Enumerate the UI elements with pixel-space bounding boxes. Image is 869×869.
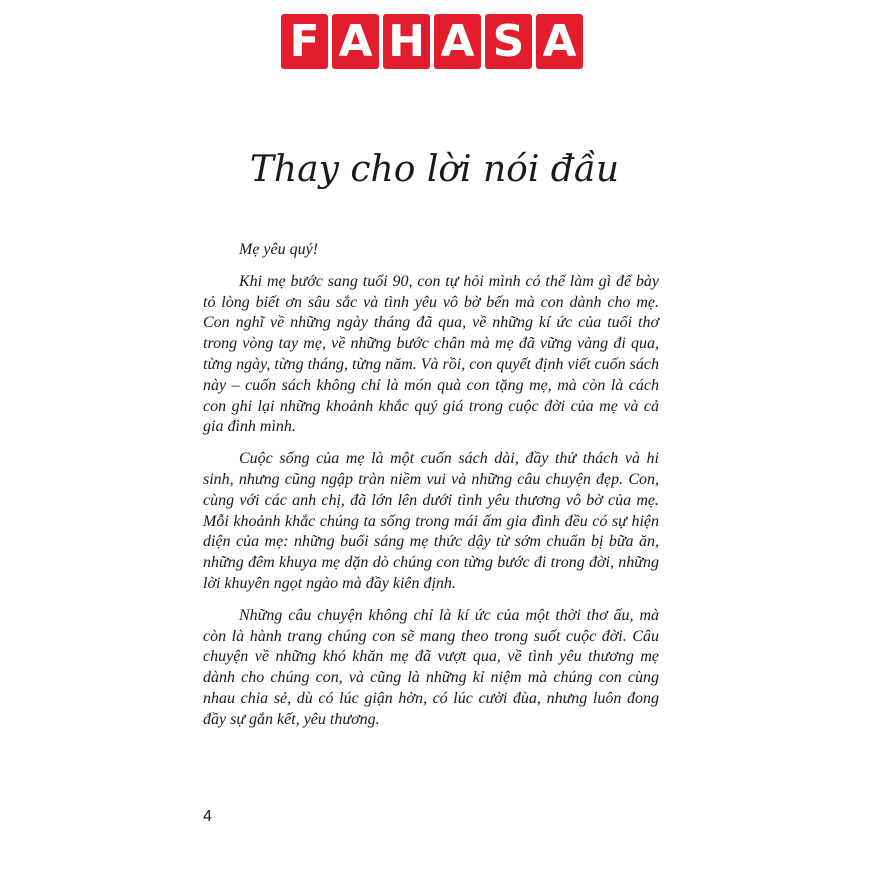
paragraph-2: Cuộc sống của mẹ là một cuốn sách dài, đầy thử thách và hi sinh, nhưng cũng ngập tràn niềm vui và những câu chuyện đẹp. Con, cùng với các anh chị, đã lớn lên dưới tình yêu thương vô bờ của mẹ. Mỗi khoảnh khắc chúng ta sống trong mái ấm gia đình đều có sự hiện diện của mẹ: những buổi sáng mẹ thức dậy từ sớm chuẩn bị bữa ăn, những đêm khuya mẹ dặn dò chúng con từng bước đi trong đời, những lời khuyên ngọt ngào mà đầy kiên định. bbox=[203, 450, 659, 592]
logo-letter: F bbox=[289, 15, 320, 67]
logo-tile-4 bbox=[434, 14, 481, 69]
logo-tile-2 bbox=[332, 14, 379, 69]
logo-tile-5 bbox=[485, 14, 532, 69]
logo-letter: A bbox=[440, 15, 475, 67]
paragraph-1: Khi mẹ bước sang tuổi 90, con tự hỏi mình có thể làm gì để bày tỏ lòng biết ơn sâu sắc và tình yêu vô bờ bến mà con dành cho mẹ. Con nghĩ về những ngày tháng đã qua, về những kí ức của tuổi thơ trong vòng tay mẹ, về những bước chân mà mẹ đã vững vàng đi qua, từng ngày, từng tháng, từng năm. Và rồi, con quyết định viết cuốn sách này – cuốn sách không chỉ là món quà con tặng mẹ, mà còn là cách con ghi lại những khoảnh khắc quý giá trong cuộc đời của mẹ và cả gia đình mình. bbox=[203, 272, 659, 436]
page-title: Thay cho lời nói đầu bbox=[249, 149, 620, 190]
body-text bbox=[203, 240, 659, 742]
logo-letter: A bbox=[338, 15, 373, 67]
paragraph-3: Những câu chuyện không chỉ là kí ức của một thời thơ ấu, mà còn là hành trang chúng con sẽ mang theo trong suốt cuộc đời. Câu chuyện về những khó khăn mẹ đã vượt qua, về tình yêu thương mẹ dành cho chúng con, và cũng là những kỉ niệm mà chúng con cùng nhau chia sẻ, dù có lúc giận hờn, có lúc cười đùa, nhưng luôn đong đầy sự gắn kết, yêu thương. bbox=[203, 606, 659, 728]
page-number: 4 bbox=[203, 808, 212, 825]
fahasa-logo bbox=[281, 14, 583, 69]
logo-letter: A bbox=[542, 15, 577, 67]
logo-letter: H bbox=[388, 15, 425, 67]
logo-letter: S bbox=[492, 15, 525, 67]
greeting: Mẹ yêu quý! bbox=[239, 241, 319, 258]
logo-tile-3 bbox=[383, 14, 430, 69]
logo-tile-6 bbox=[536, 14, 583, 69]
logo-tile-1 bbox=[281, 14, 328, 69]
